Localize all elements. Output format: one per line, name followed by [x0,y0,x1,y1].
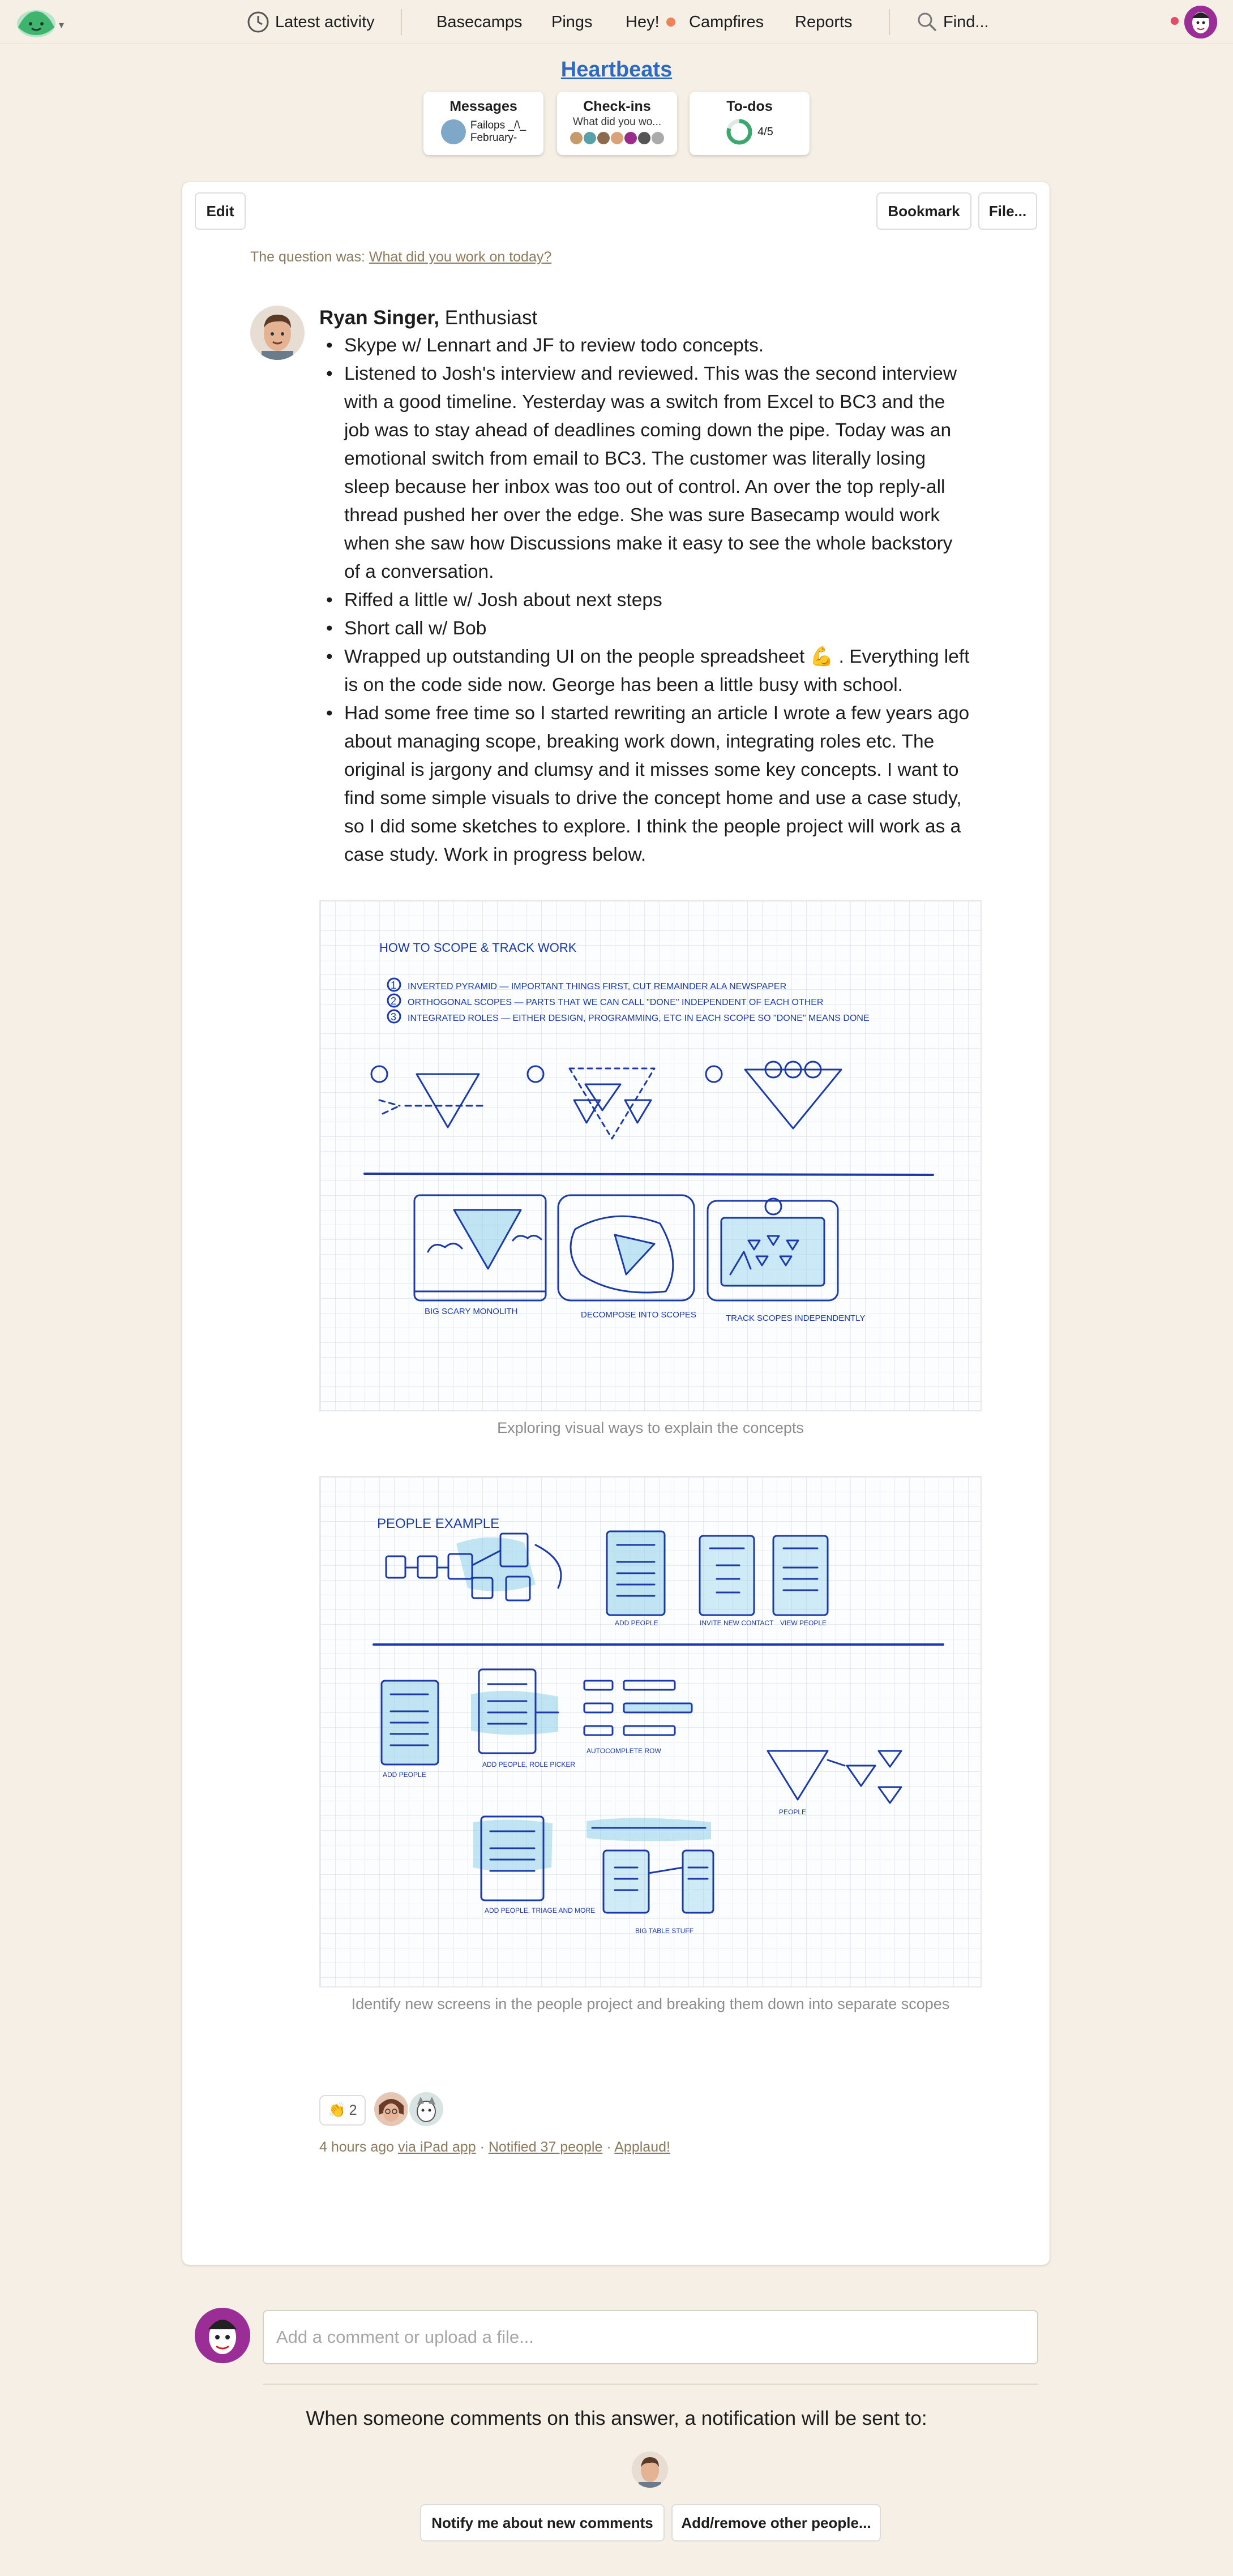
meta-separator: · [480,2139,485,2155]
sketch-heading: PEOPLE EXAMPLE [377,1516,500,1531]
list-item: • Riffed a little w/ Josh about next steps [319,586,970,615]
edit-button[interactable]: Edit [195,192,246,230]
tool-title: Messages [449,98,517,114]
nav-reports[interactable] [795,10,853,34]
avatar [652,132,664,144]
clap-emoji-icon: 👏 [328,2102,346,2118]
bookmark-button[interactable]: Bookmark [876,192,971,230]
my-avatar[interactable] [1182,3,1219,41]
list-item: • Short call w/ Bob [319,615,970,643]
sketch-label: BIG SCARY MONOLITH [425,1307,518,1316]
avatar [638,132,650,144]
unread-indicator [666,18,675,27]
nav-label: Find... [943,12,989,31]
comment-input[interactable] [263,2310,1038,2364]
timestamp: 4 hours ago [319,2139,395,2155]
question-link[interactable]: What did you work on today? [369,249,552,265]
todos-card[interactable] [690,92,810,155]
sketch-label: BIG TABLE STUFF [635,1927,693,1935]
notified-people-link[interactable]: Notified 37 people [488,2139,603,2155]
chevron-down-icon[interactable]: ▾ [59,19,65,31]
meta-separator: · [606,2139,611,2155]
sketch-line: ORTHOGONAL SCOPES — PARTS THAT WE CAN CALL "DONE" INDEPENDENT OF EACH OTHER [408,998,824,1007]
nav-hey[interactable] [626,10,675,34]
list-item: • Skype w/ Lennart and JF to review todo concepts. [319,332,970,360]
nav-label: Latest activity [275,12,375,31]
sketch-caption: Exploring visual ways to explain the concepts [497,1419,804,1436]
basecamp-logo[interactable] [15,6,58,38]
nav-latest-activity[interactable] [247,10,375,34]
nav-label: Basecamps [436,12,523,31]
booster-avatar[interactable] [408,2090,445,2128]
sketch-number: 1 [391,980,397,991]
avatar [611,132,623,144]
list-item: • Wrapped up outstanding UI on the people spreadsheet 💪 . Everything left is on the code side now. George has been a little busy with school. [319,643,970,699]
answer-card [182,182,1050,2265]
sketch-label: ADD PEOPLE [383,1771,426,1779]
avatar [441,119,466,144]
message-preview-title: Failops _/\_ [470,119,526,131]
notify-text: When someone comments on this answer, a notification will be sent to: [306,2407,927,2429]
sketch-caption: Identify new screens in the people project and breaking them down into separate scopes [351,1995,950,2012]
booster-avatar[interactable] [373,2090,410,2128]
sketch-label: PEOPLE [779,1808,807,1816]
sketch-label: DECOMPOSE INTO SCOPES [581,1310,696,1320]
sketch-heading: HOW TO SCOPE & TRACK WORK [379,941,577,955]
sketch-number: 2 [391,995,397,1007]
nav-label: Pings [551,12,593,31]
sketch-image-scope[interactable] [319,900,982,1411]
add-remove-people-button[interactable]: Add/remove other people... [671,2504,881,2541]
participant-avatars [557,132,677,144]
notify-me-button[interactable]: Notify me about new comments [420,2504,665,2541]
sketch-label: TRACK SCOPES INDEPENDENTLY [726,1313,866,1323]
checkins-card[interactable] [557,92,677,155]
nav-pings[interactable] [551,10,593,34]
answer-meta [319,2139,670,2156]
question-prefix: The question was: [250,249,365,265]
nav-find[interactable] [916,10,989,34]
tool-title: To-dos [726,98,773,114]
checkin-preview: What did you wo... [572,116,662,128]
applaud-link[interactable]: Applaud! [614,2139,670,2155]
author-role: Enthusiast [444,307,538,329]
search-icon [916,11,939,33]
tool-title: Check-ins [583,98,651,114]
avatar [570,132,583,144]
nav-basecamps[interactable] [436,10,523,34]
nav-label: Campfires [689,12,764,31]
top-navigation [0,0,1233,44]
sketch-label: ADD PEOPLE, ROLE PICKER [482,1761,576,1768]
question-line [250,249,551,265]
sketch-label: ADD PEOPLE [615,1619,658,1627]
sketch-label: AUTOCOMPLETE ROW [586,1747,661,1755]
list-item: • Had some free time so I started rewriting an article I wrote a few years ago about managing scope, breaking work down, integrating roles etc. The original is jargony and clumsy and it misses some key concepts. I want to find some simple visuals to drive the concept home and use a case study, so I did some sketches to explore. I think the people project will work as a case study. Work in progress below. [319,699,970,869]
nav-label: Reports [795,12,853,31]
boost-count: 2 [349,2102,357,2118]
nav-label: Hey! [626,12,660,31]
via-app-link[interactable]: via iPad app [398,2139,476,2155]
nav-divider [401,9,402,35]
divider [263,2384,1038,2385]
avatar [584,132,596,144]
sketch-line: INTEGRATED ROLES — EITHER DESIGN, PROGRAMMING, ETC IN EACH SCOPE SO "DONE" MEANS DONE [408,1014,870,1023]
author-avatar[interactable] [250,306,305,360]
sketch-number: 3 [391,1011,397,1023]
avatar [624,132,637,144]
subscriber-avatar[interactable] [632,2452,668,2488]
sketch-label: ADD PEOPLE, TRIAGE AND MORE [485,1907,596,1914]
avatar [597,132,610,144]
nav-divider [889,9,890,35]
todo-count: 4/5 [757,125,773,138]
sketch-line: INVERTED PYRAMID — IMPORTANT THINGS FIRST, CUT REMAINDER ALA NEWSPAPER [408,982,787,991]
clock-icon [247,11,269,33]
project-title[interactable]: Heartbeats [560,58,673,81]
sketch-image-people[interactable] [319,1476,982,1987]
boost-button[interactable] [319,2095,366,2126]
author-name: Ryan Singer, [319,307,440,329]
sketch-label: VIEW PEOPLE [780,1619,827,1627]
todo-progress-ring [726,118,753,145]
my-avatar [195,2308,250,2363]
sketch-label: INVITE NEW CONTACT [700,1619,774,1627]
nav-campfires[interactable] [689,10,764,34]
answer-list [319,332,970,869]
file-menu-button[interactable]: File... [978,192,1037,230]
notification-badge [1171,17,1179,25]
message-preview-text: February- [470,132,517,144]
messages-card[interactable] [423,92,543,155]
list-item: • Listened to Josh's interview and reviewed. This was the second interview with a good timeline. Yesterday was a switch from Excel to BC3 and the job was to stay ahead of deadlines coming down the pipe. Today was an emotional switch from email to BC3. The customer was literally losing sleep because her inbox was too out of control. An over the top reply-all thread pushed her over the edge. She was sure Basecamp would work when she saw how Discussions make it easy to see the whole backstory of a conversation. [319,360,970,586]
author-line [319,307,537,329]
